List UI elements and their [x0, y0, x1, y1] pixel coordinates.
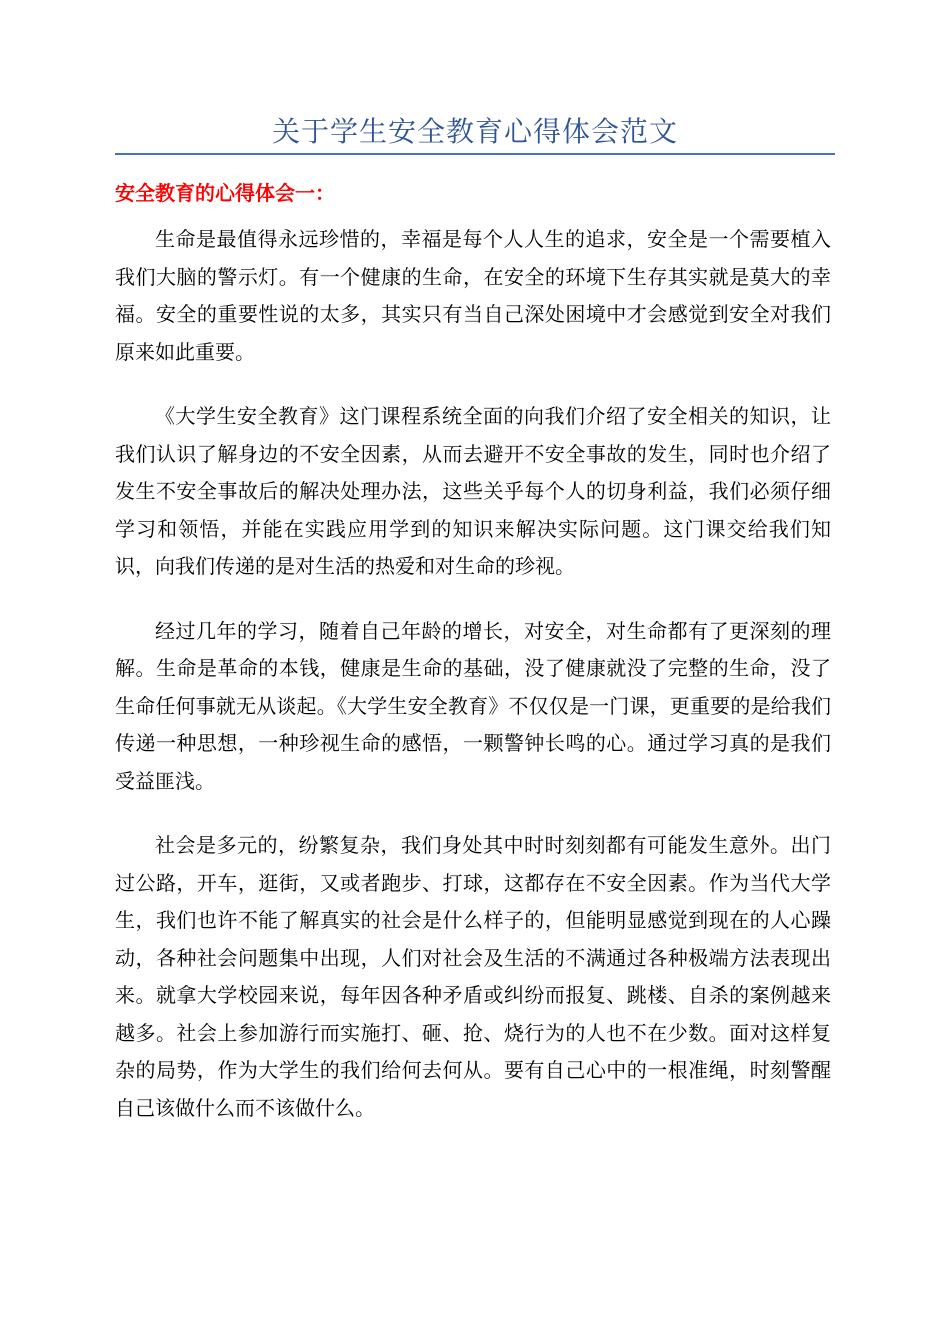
document-body — [115, 221, 831, 1154]
paragraph: 生命是最值得永远珍惜的，幸福是每个人人生的追求，安全是一个需要植入我们大脑的警示灯。有一个健康的生命，在安全的环境下生存其实就是莫大的幸福。安全的重要性说的太多，其实只有当自己深处困境中才会感觉到安全对我们原来如此重要。 — [115, 227, 831, 364]
paragraph: 社会是多元的，纷繁复杂，我们身处其中时时刻刻都有可能发生意外。出门过公路，开车，逛街，又或者跑步、打球，这都存在不安全因素。作为当代大学生，我们也许不能了解真实的社会是什么样子的，但能明显感觉到现在的人心躁动，各种社会问题集中出现，人们对社会及生活的不满通过各种极端方法表现出来。就拿大学校园来说，每年因各种矛盾或纠纷而报复、跳楼、自杀的案例越来越多。社会上参加游行而实施打、砸、抢、烧行为的人也不在少数。面对这样复杂的局势，作为大学生的我们给何去何从。要有自己心中的一根准绳，时刻警醒自己该做什么而不该做什么。 — [115, 833, 831, 1120]
paragraph: 《大学生安全教育》这门课程系统全面的向我们介绍了安全相关的知识，让我们认识了解身边的不安全因素，从而去避开不安全事故的发生，同时也介绍了发生不安全事故后的解决处理办法，这些关乎每个人的切身利益，我们必须仔细学习和领悟，并能在实践应用学到的知识来解决实际问题。这门课交给我们知识，向我们传递的是对生活的热爱和对生命的珍视。 — [115, 404, 831, 578]
title-underline — [115, 153, 835, 155]
document-title: 关于学生安全教育心得体会范文 — [271, 115, 678, 148]
paragraph: 经过几年的学习，随着自己年龄的增长，对安全，对生命都有了更深刻的理解。生命是革命的本钱，健康是生命的基础，没了健康就没了完整的生命，没了生命任何事就无从谈起。《大学生安全教育》不仅仅是一门课，更重要的是给我们传递一种思想，一种珍视生命的感悟，一颗警钟长鸣的心。通过学习真的是我们受益匪浅。 — [115, 618, 831, 793]
section-heading: 安全教育的心得体会一： — [115, 181, 335, 205]
